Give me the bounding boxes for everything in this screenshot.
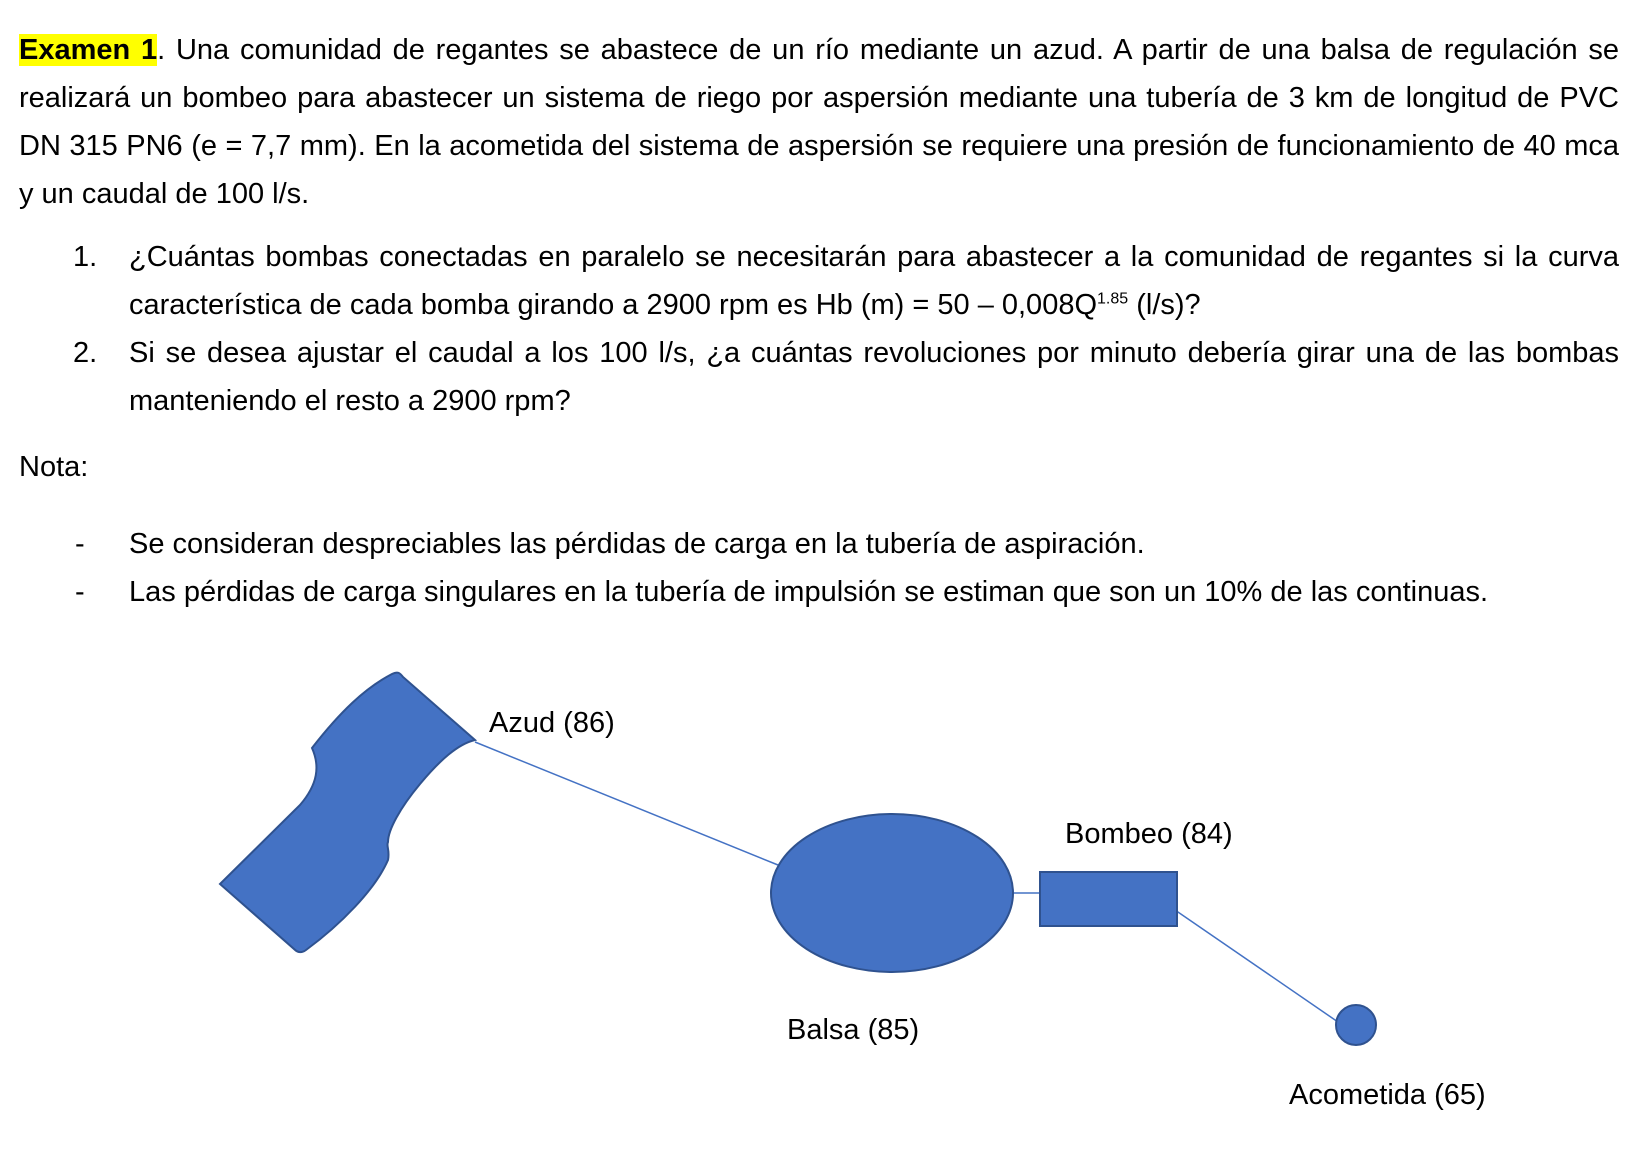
balsa-label: Balsa (85) xyxy=(787,1014,920,1046)
bombeo-shape xyxy=(1040,872,1177,926)
question-number: 2. xyxy=(73,337,98,369)
question-text: ¿Cuántas bombas conectadas en paralelo se necesitarán para abastecer a la comunidad de regantes si la curva característica de cada bomba girando a 2900 rpm es Hb $(m) = 50 - 0,008Q^{1.85}$ (l/s)? xyxy=(129,241,1619,321)
acometida-shape xyxy=(1336,1005,1376,1045)
note-item: - Se consideran despreciables las pérdidas de carga en la tubería de aspiración. xyxy=(19,520,1619,568)
balsa-shape xyxy=(771,814,1013,972)
pipe-bombeo-acometida xyxy=(1175,910,1338,1022)
bombeo-label: Bombeo (84) xyxy=(1065,818,1233,850)
question-text: Si se desea ajustar el caudal a los 100 l/s, ¿a cuántas revoluciones por minuto debería girar una de las bombas manteniendo el resto a 2900 rpm? xyxy=(129,337,1619,417)
problem-intro: . Una comunidad de regantes se abastece de un río mediante un azud. A partir de una balsa de regulación se realizará un bombeo para abastecer un sistema de riego por aspersión mediante una tubería de 3 km de longitud de PVC DN 315 PN6 (e = 7,7 mm). En la acometida del sistema de aspersión se requiere una presión de funcionamiento de 40 mca y un caudal de 100 l/s. xyxy=(19,34,1619,210)
exponent: 1.85 xyxy=(1097,290,1129,308)
acometida-label: Acometida (65) xyxy=(1289,1079,1486,1111)
note-heading: Nota: xyxy=(19,451,89,483)
exam-title: Examen 1 xyxy=(19,34,158,66)
azud-label: Azud (86) xyxy=(489,707,615,739)
azud-shape xyxy=(220,673,475,953)
bullet-dash: - xyxy=(75,528,85,560)
note-item: - Las pérdidas de carga singulares en la tubería de impulsión se estiman que son un 10% de las continuas. xyxy=(19,568,1619,616)
pipe-azud-balsa xyxy=(475,742,778,865)
question-number: 1. xyxy=(73,241,98,273)
bullet-dash: - xyxy=(75,576,85,608)
